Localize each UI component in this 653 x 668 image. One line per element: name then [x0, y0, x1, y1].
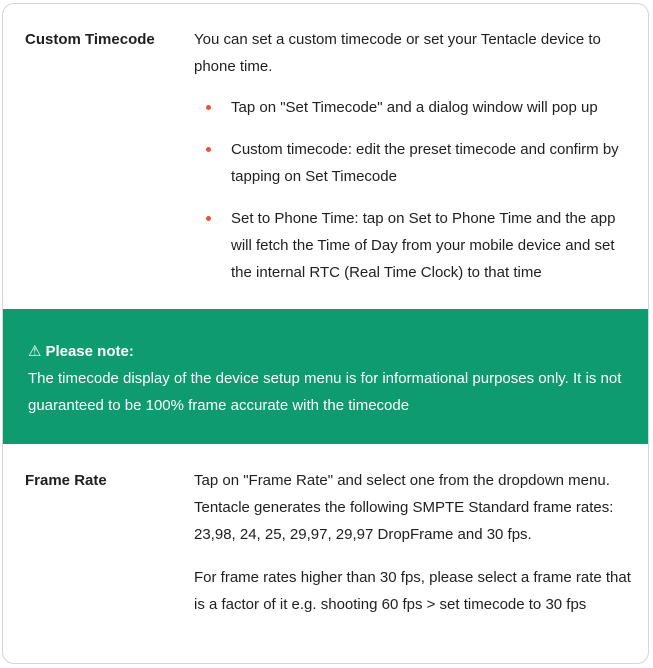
bullet-dot-icon [206, 147, 211, 152]
list-item [194, 205, 634, 286]
note-content [28, 338, 628, 419]
bullet-text: Tap on "Set Timecode" and a dialog window will pop up [231, 99, 598, 116]
bullet-dot-icon [206, 216, 211, 221]
note-title-line [28, 338, 628, 365]
bullet-dot-icon [206, 105, 211, 110]
custom-timecode-row [3, 26, 648, 296]
note-title: Please note: [45, 343, 134, 360]
info-card [2, 3, 649, 664]
frame-rate-body [194, 467, 634, 618]
note-text: The timecode display of the device setup menu is for informational purposes only. It is not guaranteed to be 100% frame accurate with the timecode [28, 370, 622, 414]
list-item [194, 136, 634, 190]
note-banner [3, 309, 648, 444]
bullet-text: Set to Phone Time: tap on Set to Phone Time and the app will fetch the Time of Day from your mobile device and set the internal RTC (Real Time Clock) to that time [231, 210, 616, 281]
frame-rate-row [3, 467, 648, 657]
custom-timecode-body [194, 26, 634, 286]
custom-timecode-label: Custom Timecode [25, 31, 155, 48]
custom-timecode-intro: You can set a custom timecode or set your Tentacle device to phone time. [194, 31, 601, 75]
list-item [194, 94, 634, 121]
frame-rate-paragraph: For frame rates higher than 30 fps, please select a frame rate that is a factor of it e.g. shooting 60 fps > set timecode to 30 fps [194, 569, 631, 613]
warning-icon: ⚠ [28, 343, 42, 360]
custom-timecode-bullet-list [194, 94, 634, 286]
frame-rate-label: Frame Rate [25, 472, 107, 489]
frame-rate-paragraph: Tap on "Frame Rate" and select one from the dropdown menu. Tentacle generates the following SMPTE Standard frame rates: 23,98, 24, 25, 29,97, 29,97 DropFrame and 30 fps. [194, 472, 614, 543]
bullet-text: Custom timecode: edit the preset timecode and confirm by tapping on Set Timecode [231, 141, 619, 185]
